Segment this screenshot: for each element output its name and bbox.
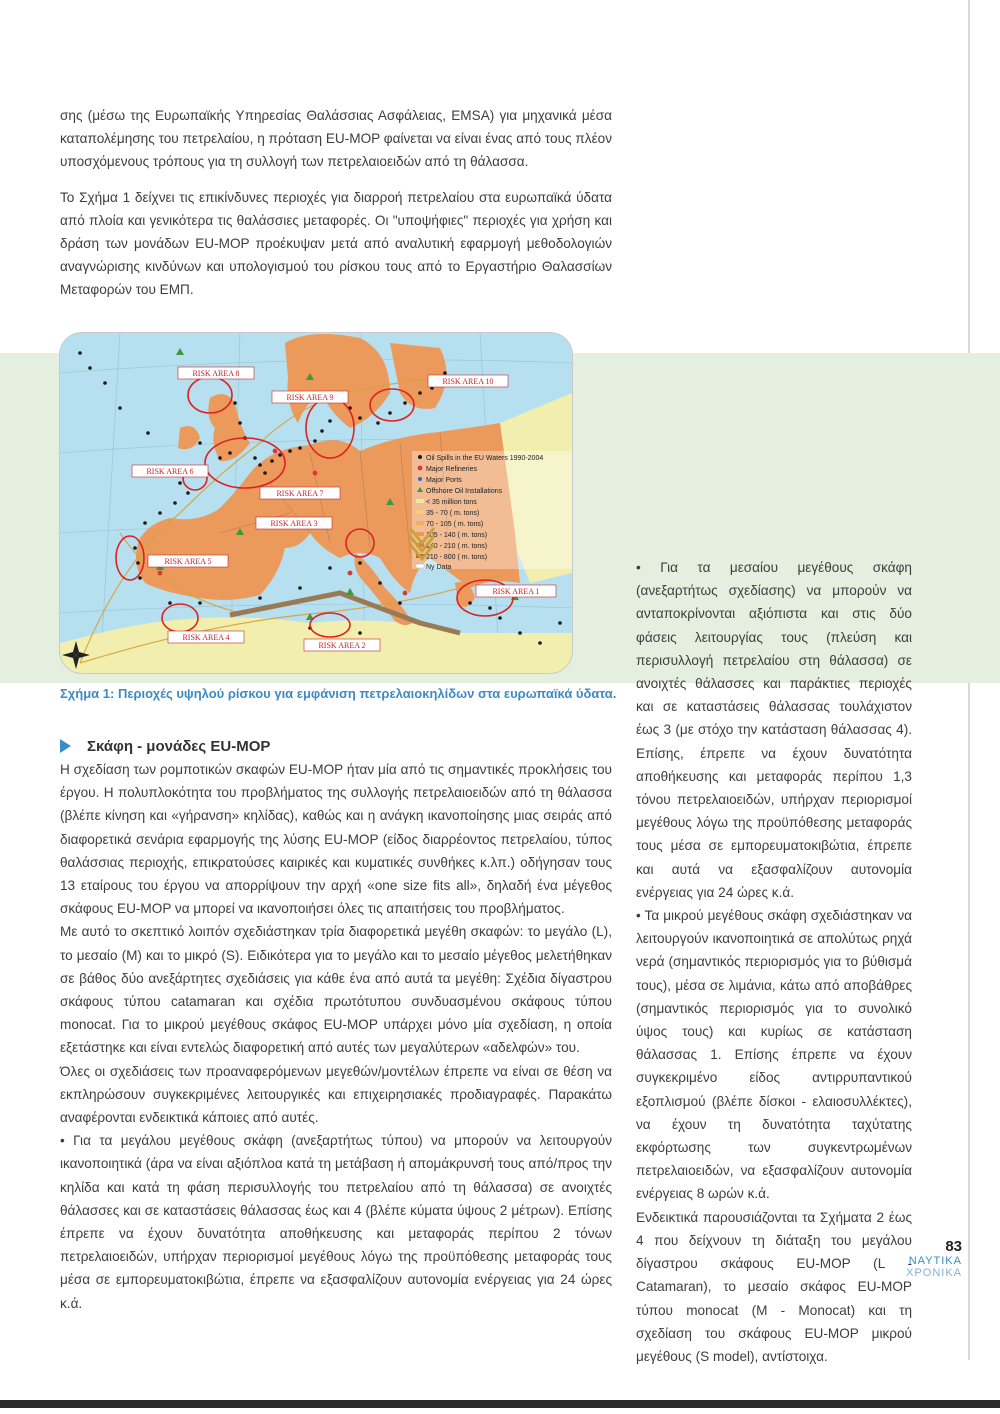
magazine-name-line2: ΧΡΟΝΙΚΑ [906,1267,962,1279]
body-paragraph: • Για τα μεσαίου μεγέθους σκάφη (ανεξαρτήτως σχεδίασης) να μπορούν να ανταποκρίνονται αξιόπιστα και στις δύο φάσεις λειτουργίας τους (πλεύση και περισυλλογή πετρελαίου στη θάλασσα) σε ανοιχτές θάλασσες και παράκτιες περιοχές και σε καταστάσεις θάλασσας τουλάχιστον έως 3 (με στόχο την κατάσταση θάλασσας 4). Επίσης, έπρεπε να έχουν δυνατότητα αποθήκευσης και μεταφοράς περίπου 1,3 τόνου πετρελαιοειδών, υπήρχαν περιορισμοί μεγέθους λόγω της προϋπόθεσης μεταφοράς τους μέσα σε εμπορευματοκιβώτια, έπρεπε και αυτά να εξασφαλίζουν αυτονομία ενέργειας για 24 ώρες κ.ά. [636,560,912,900]
section-title: Σκάφη - μονάδες EU-MOP [87,738,271,755]
left-column [60,758,612,1315]
intro-paragraph-2: Το Σχήμα 1 δείχνει τις επικίνδυνες περιοχές για διαρροή πετρελαίου στα ευρωπαϊκά ύδατα από πλοία και γενικότερα τις θαλάσσιες μεταφορές. Οι "υποψήφιες" περιοχές για χρήση και δράση των μονάδων EU-MOP προέκυψαν μετά από αναλυτική εφαρμογή μεθοδολογιών αναγνώρισης κινδύνων και υπολογισμού του ρίσκου τους από το Εργαστήριο Θαλασσίων Μεταφορών του ΕΜΠ. [60,189,612,298]
page-footer [900,1238,962,1279]
section-heading [60,738,270,755]
body-paragraph: • Για τα μεγάλου μεγέθους σκάφη (ανεξαρτήτως τύπου) να μπορούν να λειτουργούν ικανοποιητικά (άρα να είναι αξιόπλοα κατά τη μετάβαση ή απομάκρυνσή τους από/προς την κηλίδα και κατά τη φάση περισυλλογής του πετρελαίου από τη θάλασσα) σε ανοιχτές θάλασσες και σε καταστάσεις θάλασσας έως και 4 (βλέπε κύματα ύψους 2 μέτρων). Επίσης έπρεπε να έχουν δυνατότητα αποθήκευσης και μεταφοράς περίπου 2 τόνων πετρελαιοειδών, υπήρχαν περιορισμοί μεγέθους λόγω της προϋπόθεσης μεταφοράς τους μέσα σε εμπορευματοκιβώτια, έπρεπε να εξασφαλίζουν αυτονομία ενέργειας για 24 ώρες κ.ά. [60,1133,612,1311]
body-paragraph: Η σχεδίαση των ρομποτικών σκαφών EU-MOP ήταν μία από τις σημαντικές προκλήσεις του έργου. Η πολυπλοκότητα του προβλήματος της συλλογής πετρελαιοειδών από τη θάλασσα (βλέπε κίνηση και «γήρανση» κηλίδας), καθώς και η ανάγκη ικανοποίησης μιας σειράς από διαφορετικά σενάρια εφαρμογής της λύσης EU-MOP (είδος διαρρέοντος πετρελαίου, τύπος θαλάσσιας περιοχής, επικρατούσες καιρικές και κυματικές συνθήκες κ.λπ.) οδήγησαν τους 13 εταίρους του έργου να απορρίψουν την αρχή «one size fits all», δηλαδή ένα μέγεθος σκάφους EU-MOP να μπορεί να ικανοποιήσει όλες τις απαιτήσεις του προβλήματος. [60,762,612,917]
legend-item: 70 - 105 ( m. tons) [426,521,484,528]
risk-area-label: RISK AREA 2 [318,641,366,650]
body-paragraph: Όλες οι σχεδιάσεις των προαναφερόμενων μεγεθών/μοντέλων έπρεπε να είναι σε θέση να εκπληρώσουν συγκεκριμένες λειτουργικές και επιχειρησιακές προδιαγραφές. Παρακάτω αναφέρονται ενδεικτικά κάποιες από αυτές. [60,1063,612,1126]
europe-map-svg [60,333,572,673]
legend-item: 140 - 210 ( m. tons) [426,543,488,550]
legend-item: 35 - 70 ( m. tons) [426,510,480,517]
risk-area-label: RISK AREA 10 [442,377,494,386]
right-column [636,556,912,1368]
legend-item: Oil Spills in the EU Waters 1990-2004 [426,455,544,462]
risk-area-label: RISK AREA 7 [276,489,324,498]
risk-area-label: RISK AREA 4 [182,633,230,642]
triangle-bullet-icon [60,739,71,753]
legend-item: < 35 million tons [426,499,477,506]
magazine-name-line1: ΝΑΥΤΙΚΑ [908,1255,962,1267]
page-number: 83 [945,1238,962,1255]
risk-area-label: RISK AREA 6 [146,467,194,476]
body-paragraph: • Τα μικρού μεγέθους σκάφη σχεδιάστηκαν να λειτουργούν ικανοποιητικά σε απολύτως ρηχά νερά (σημαντικός περιορισμός για το βύθισμά τους), μέσα σε λιμάνια, κάτω από αποβάθρες (σημαντικός περιορισμός για το συνολικό ύψος τους) και κυρίως σε κατάσταση θάλασσας 1. Επίσης έπρεπε να έχουν συγκεκριμένο είδος αντιρρυπαντικού εξοπλισμού (βλέπε δίσκοι - ελαιοσυλλέκτες), να έχουν τη δυνατότητα ταχύτατης εκφόρτωσης των συγκεντρωμένων πετρελαιοειδών, να εξασφαλίζουν αυτονομία ενέργειας 8 ωρών κ.ά. [636,908,912,1202]
legend-item: Major Ports [426,477,462,484]
risk-map [60,333,572,673]
figure-caption: Σχήμα 1: Περιοχές υψηλού ρίσκου για εμφάνιση πετρελαιοκηλίδων στα ευρωπαϊκά ύδατα. [60,686,617,701]
risk-area-label: RISK AREA 8 [192,369,240,378]
intro-text [60,104,612,314]
intro-paragraph-1: σης (μέσω της Ευρωπαϊκής Υπηρεσίας Θαλάσσιας Ασφάλειας, EMSA) για μηχανικά μέσα καταπολέμησης του πετρελαίου, η πρόταση EU-MOP φαίνεται να είναι ένας από τους πλέον υποσχόμενους τρόπους για τη συλλογή των πετρελαιοειδών από τη θάλασσα. [60,108,612,170]
body-paragraph: Με αυτό το σκεπτικό λοιπόν σχεδιάστηκαν τρία διαφορετικά μεγέθη σκαφών: το μεγάλο (L), το μεσαίο (M) και το μικρό (S). Ειδικότερα για το μεγάλο και το μεσαίο μέγεθος μελετήθηκαν σε βάθος δύο ανεξάρτητες σχεδιάσεις για κάθε ένα από αυτά τα μεγέθη: Σχέδια δίγαστρου σκάφους τύπου catamaran και σχέδια πρωτότυπου συνδυασμένου σκάφους τύπου monocat. Για το μικρού μεγέθους σκάφος EU-MOP υπάρχει μόνο μία σχεδίαση, η οποία εξετάστηκε και είναι εντελώς διαφορετική από αυτές των μεγαλύτερων «αδελφών» του. [60,924,612,1056]
legend-item: 105 - 140 ( m. tons) [426,532,488,539]
legend-item: Ny Data [426,564,452,571]
risk-area-label: RISK AREA 1 [492,587,540,596]
bottom-bar [0,1400,1000,1408]
risk-area-label: RISK AREA 5 [164,557,212,566]
risk-area-label: RISK AREA 9 [286,393,334,402]
legend-item: 210 - 800 ( m. tons) [426,554,488,561]
risk-area-label: RISK AREA 3 [270,519,318,528]
legend-item: Major Refineries [426,466,477,473]
map-legend [412,451,572,571]
legend-item: Offshore Oil Installations [426,488,503,495]
body-paragraph: Ενδεικτικά παρουσιάζονται τα Σχήματα 2 έως 4 που δείχνουν τη διάταξη του μεγάλου δίγαστρου σκάφους EU-MOP (L - Catamaran), το μεσαίο σκάφος EU-MOP τύπου monocat (M - Monocat) και τη σχεδίαση του σκάφους EU-MOP μικρού μεγέθους (S model), αντίστοιχα. [636,1209,912,1364]
